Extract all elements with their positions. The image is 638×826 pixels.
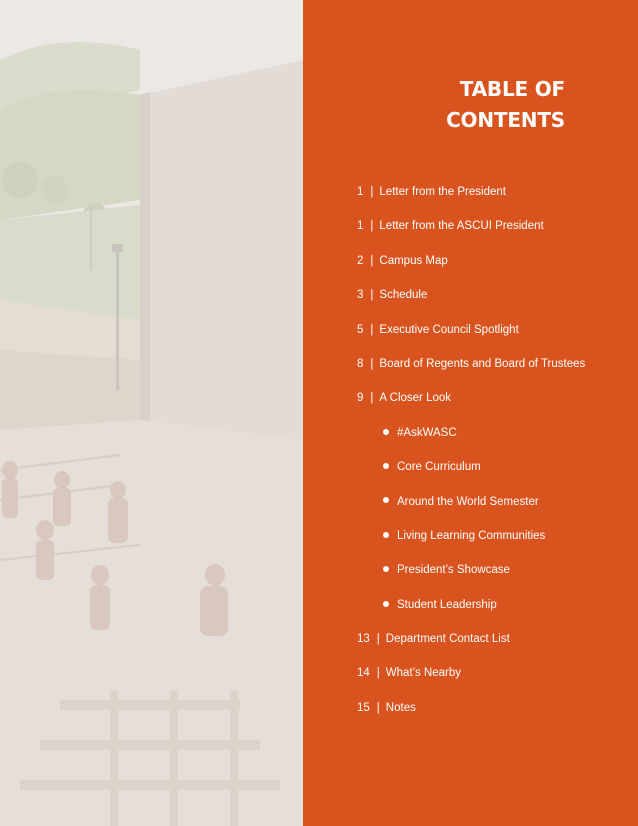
toc-subentry-askwasc[interactable] [357, 425, 585, 459]
toc-separator: | [376, 633, 380, 646]
toc-separator: | [370, 254, 374, 267]
campus-photo-illustration [0, 0, 303, 826]
toc-entry-notes[interactable] [357, 700, 585, 734]
toc-entry-label: Notes [385, 701, 416, 714]
toc-entry-label: Campus Map [379, 254, 448, 267]
toc-entry-whats-nearby[interactable] [357, 665, 585, 699]
toc-subentry-living-learning[interactable] [357, 528, 585, 562]
toc-page-number: 5 [357, 323, 364, 336]
toc-subentry-label: Around the World Semester [397, 495, 539, 508]
toc-entry-schedule[interactable] [357, 287, 585, 321]
toc-subentry-student-leadership[interactable] [357, 597, 585, 631]
toc-panel [303, 0, 638, 826]
toc-subentry-label: President’s Showcase [397, 564, 510, 577]
campus-photo [0, 0, 303, 826]
toc-entry-letter-ascui-president[interactable] [357, 218, 585, 252]
toc-separator: | [370, 186, 374, 198]
toc-title [303, 74, 565, 136]
toc-entry-closer-look[interactable] [357, 390, 585, 424]
toc-separator: | [376, 701, 380, 714]
toc-page-number: 2 [357, 254, 364, 267]
toc-page-number: 1 [357, 186, 364, 198]
toc-title-line-1: TABLE OF [459, 77, 565, 101]
toc-separator: | [370, 220, 374, 233]
toc-entry-label: What’s Nearby [385, 667, 462, 680]
toc-entry-campus-map[interactable] [357, 253, 585, 287]
toc-page-number: 9 [357, 392, 364, 405]
toc-subentry-presidents-showcase[interactable] [357, 562, 585, 596]
toc-entry-label: Schedule [379, 289, 428, 302]
toc-page-number: 3 [357, 289, 364, 302]
toc-entry-board-regents-trustees[interactable] [357, 356, 585, 390]
toc-entry-letter-president[interactable] [357, 184, 585, 218]
toc-separator: | [370, 357, 374, 370]
toc-subentry-label: Student Leadership [397, 598, 497, 611]
toc-subentry-around-world[interactable] [357, 494, 585, 528]
toc-page-number: 13 [357, 633, 370, 646]
bullet-icon [383, 463, 389, 469]
toc-title-line-2: CONTENTS [446, 108, 565, 132]
toc-entry-executive-council[interactable] [357, 322, 585, 356]
bullet-icon [383, 429, 389, 435]
bullet-icon [383, 532, 389, 538]
toc-entry-label: Executive Council Spotlight [379, 323, 519, 336]
toc-page-number: 15 [357, 701, 370, 714]
toc-entry-label: A Closer Look [379, 392, 452, 405]
toc-subentry-core-curriculum[interactable] [357, 459, 585, 493]
toc-page-number: 8 [357, 357, 364, 370]
toc-entry-label: Department Contact List [385, 633, 510, 646]
toc-separator: | [376, 667, 380, 680]
toc-page-number: 1 [357, 220, 364, 233]
toc-subentry-label: Core Curriculum [397, 461, 481, 474]
toc-separator: | [370, 323, 374, 336]
toc-subentry-label: #AskWASC [397, 426, 457, 439]
toc-separator: | [370, 289, 374, 302]
bullet-icon [383, 566, 389, 572]
toc-entry-label: Letter from the ASCUI President [379, 220, 544, 233]
toc-entry-label: Letter from the President [379, 186, 506, 198]
toc-list [357, 184, 585, 734]
toc-entry-department-contacts[interactable] [357, 631, 585, 665]
toc-subentry-label: Living Learning Communities [397, 529, 546, 542]
toc-separator: | [370, 392, 374, 405]
toc-page-number: 14 [357, 667, 370, 680]
bullet-icon [383, 601, 389, 607]
toc-entry-label: Board of Regents and Board of Trustees [379, 357, 586, 370]
bullet-icon [383, 497, 389, 503]
